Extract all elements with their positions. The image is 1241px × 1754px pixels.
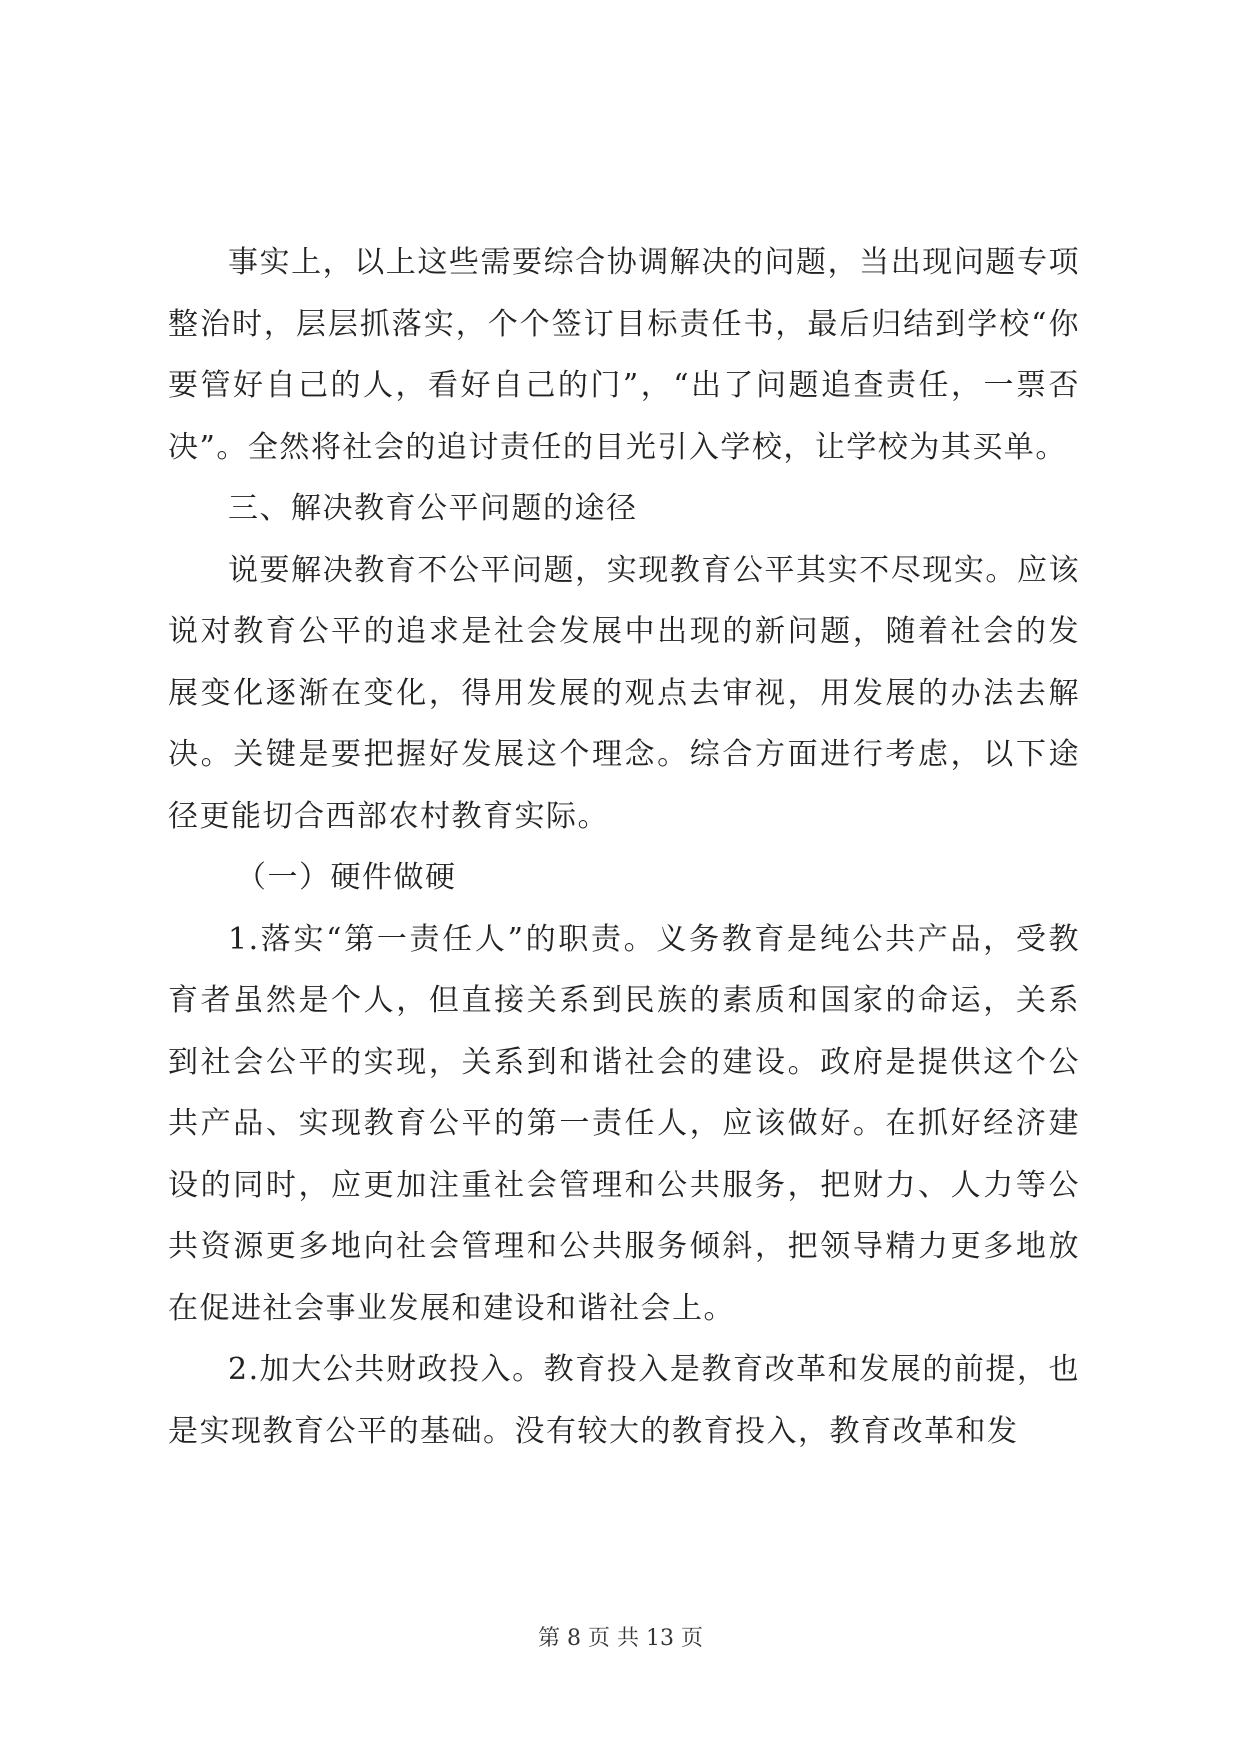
subsection-heading-hardware: （一）硬件做硬 xyxy=(236,860,457,895)
section-heading-three: 三、解决教育公平问题的途径 xyxy=(228,491,638,526)
paragraph-item-1: 1.落实“第一责任人”的职责。义务教育是纯公共产品，受教育者虽然是个人，但直接关系到民族的素质和国家的命运，关系到社会公平的实现，关系到和谐社会的建设。政府是提供这个公共产品、实现教育公平的第一责任人，应该做好。在抓好经济建设的同时，应更加注重社会管理和公共服务，把财力、人力等公共资源更多地向社会管理和公共服务倾斜，把领导精力更多地放在促进社会事业发展和建设和谐社会上。 xyxy=(168,921,1080,1326)
paragraph-item-2: 2.加大公共财政投入。教育投入是教育改革和发展的前提，也是实现教育公平的基础。没有较大的教育投入，教育改革和发 xyxy=(168,1352,1080,1449)
page-number-footer: 第 8 页 共 13 页 xyxy=(538,1626,703,1651)
document-body xyxy=(168,232,1080,1462)
paragraph-accountability: 事实上，以上这些需要综合协调解决的问题，当出现问题专项整治时，层层抓落实，个个签订目标责任书，最后归结到学校“你要管好自己的人，看好自己的门”，“出了问题追查责任，一票否决”。全然将社会的追讨责任的目光引入学校，让学校为其买单。 xyxy=(168,245,1080,465)
paragraph-solution-intro: 说要解决教育不公平问题，实现教育公平其实不尽现实。应该说对教育公平的追求是社会发展中出现的新问题，随着社会的发展变化逐渐在变化，得用发展的观点去审视，用发展的办法去解决。关键是要把握好发展这个理念。综合方面进行考虑，以下途径更能切合西部农村教育实际。 xyxy=(168,552,1080,834)
